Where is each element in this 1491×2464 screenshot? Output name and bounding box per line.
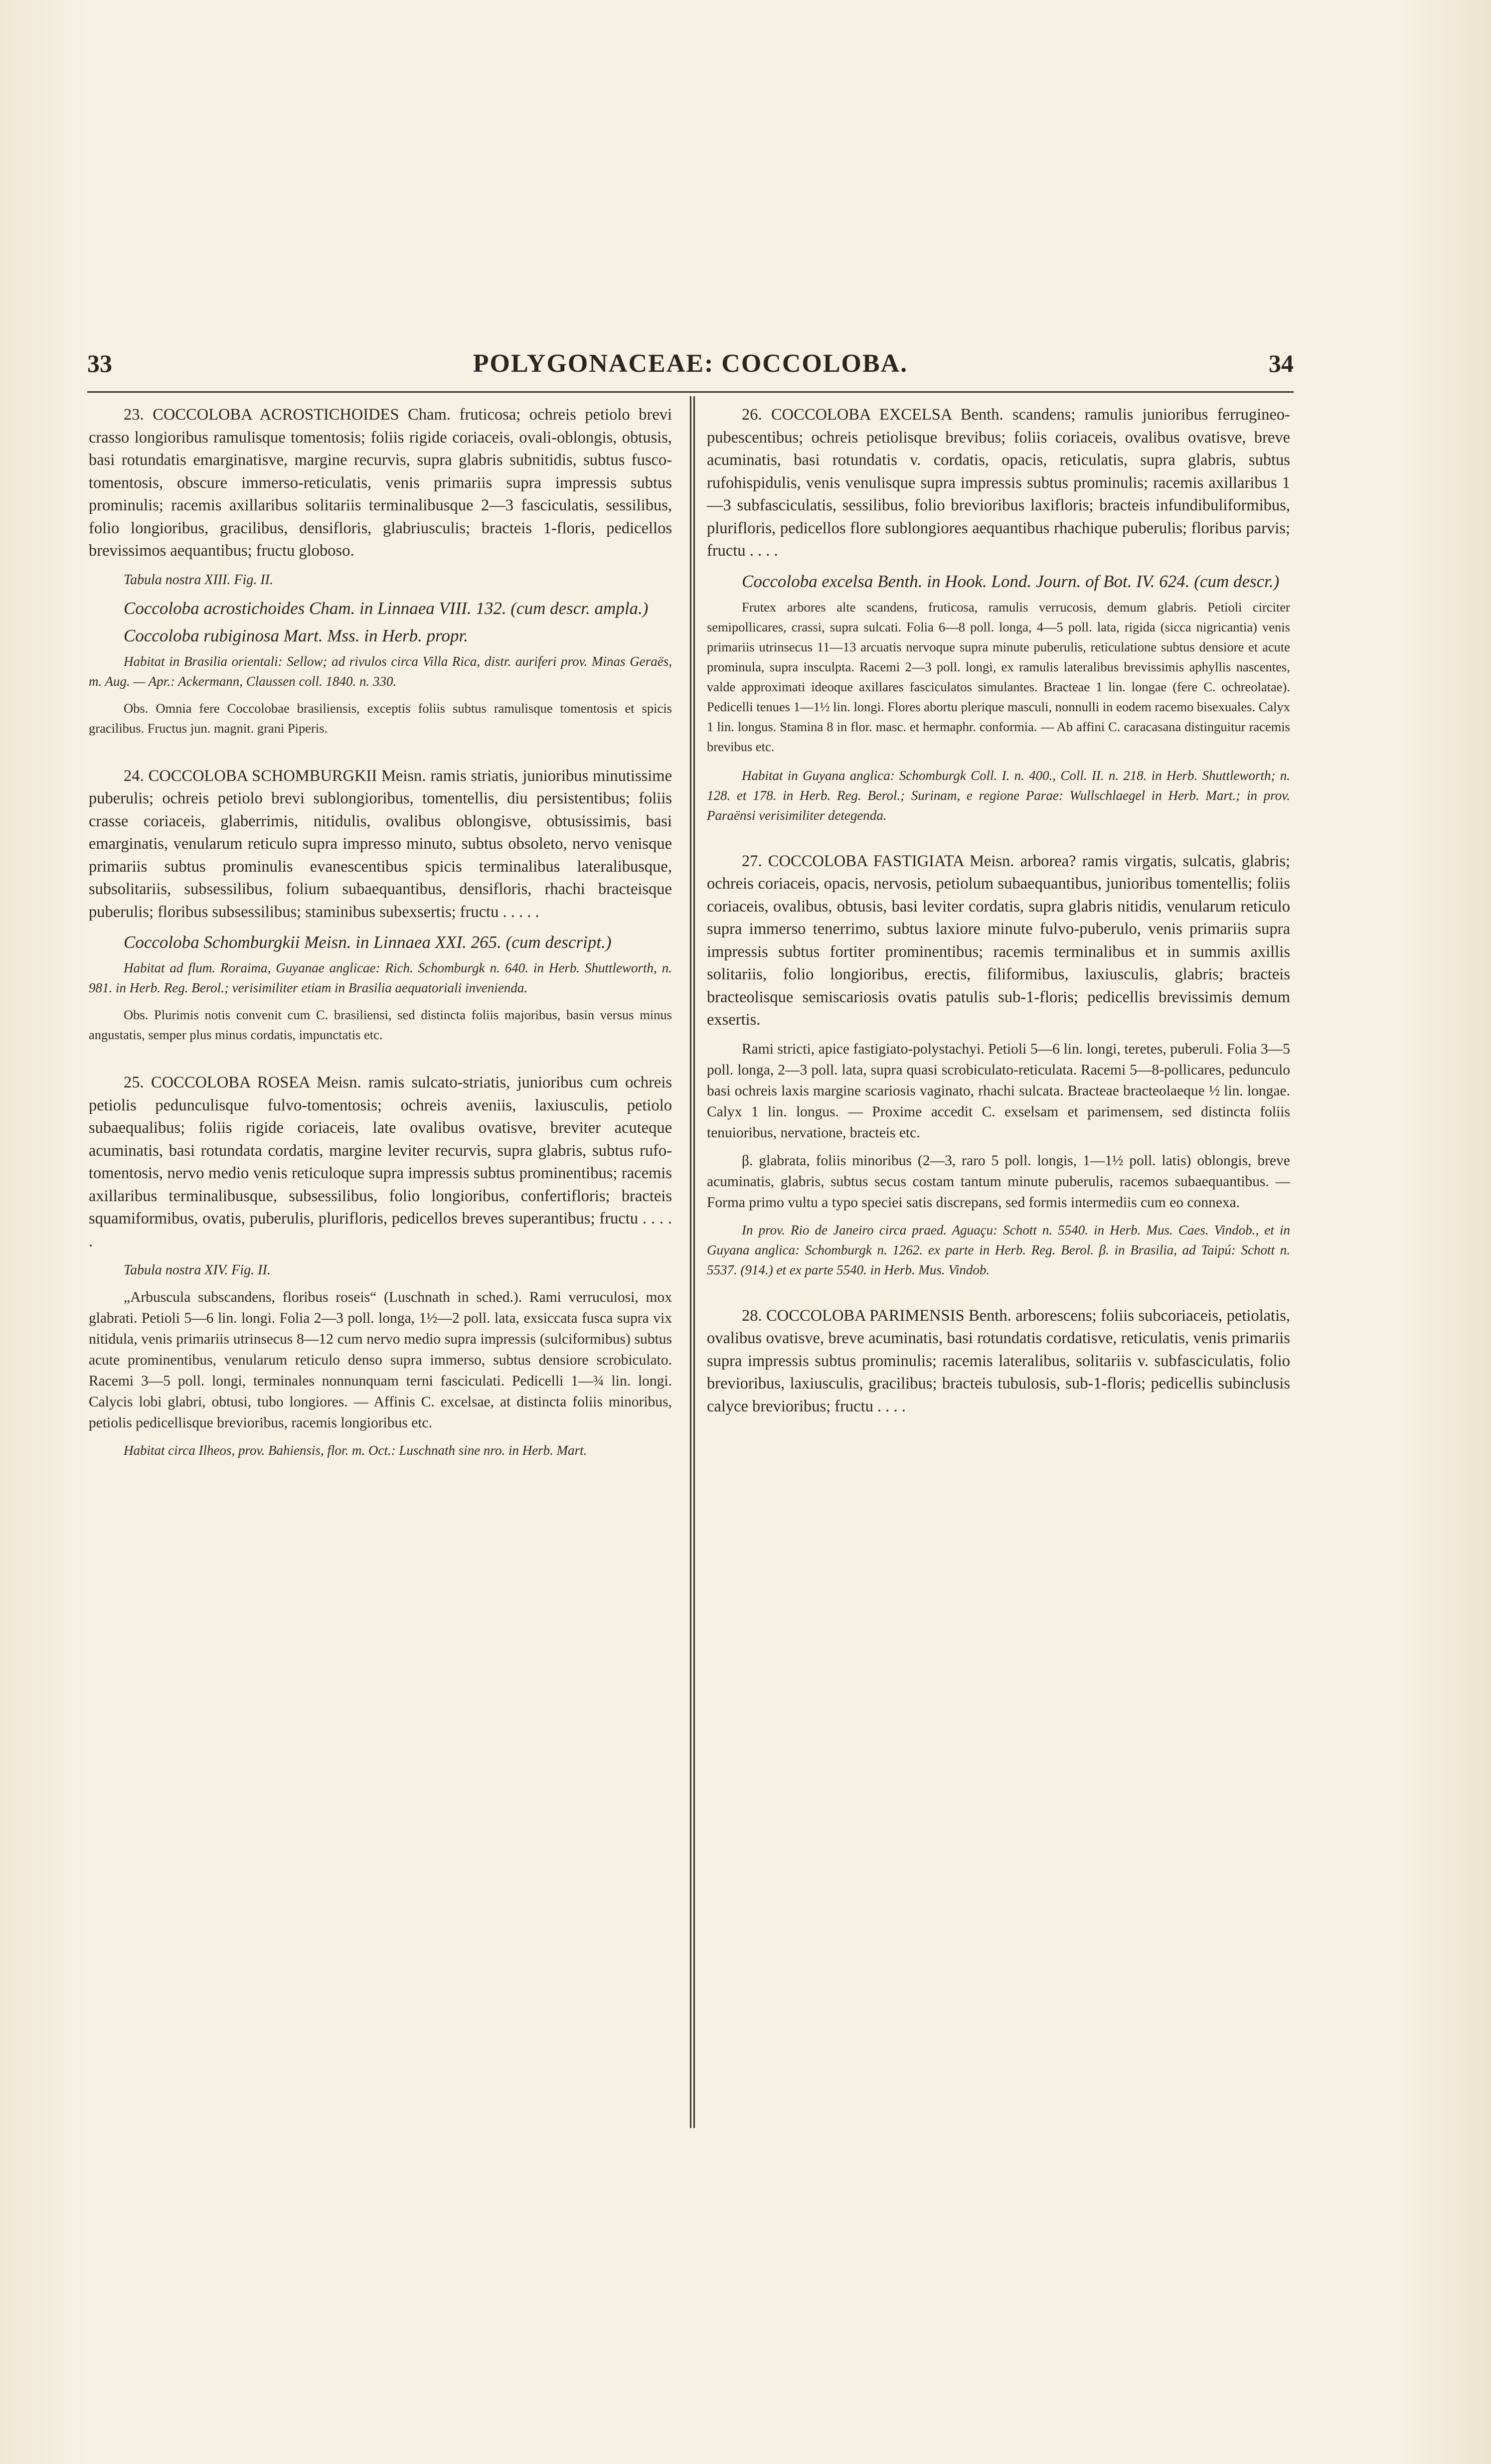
species-diagnosis: 23. COCCOLOBA ACROSTICHOIDES Cham. fruticosa; ochreis petiolo brevi crasso longioribus ramulisque tomentosis; foliis rigide coriaceis, ovali-oblongis, obtusis, basi rotundatis emarginatisve, margine recurvis, supra glabris subnitidis, subtus fusco-tomentosis, obscure immerso-reticulatis, venis primariis supra impressis subtus prominulis; racemis axillaribus solitariis terminalibusque 2—3 fasciculatis, sessilibus, folio longioribus, gracilibus, densifloris, glabriusculis; bracteis 1-floris, pedicellos brevissimos aequantibus; fructu globoso. xyxy=(89,406,672,560)
plate-reference: Tabula nostra XIV. Fig. II. xyxy=(124,1262,271,1278)
habitat-note: Habitat circa Ilheos, prov. Bahiensis, flor. m. Oct.: Luschnath sine nro. in Herb. Mart. xyxy=(124,1443,587,1458)
observation-note: Obs. Plurimis notis convenit cum C. brasiliensi, sed distincta foliis majoribus, basin versus minus angustatis, semper plus minus cordatis, impunctatis etc. xyxy=(89,1007,672,1042)
synonym-reference: Coccoloba rubiginosa Mart. Mss. in Herb. propr. xyxy=(124,625,468,645)
species-27 xyxy=(707,850,1290,1280)
right-page-number: 34 xyxy=(1269,349,1294,377)
species-diagnosis: 27. COCCOLOBA FASTIGIATA Meisn. arborea? ramis virgatis, sulcatis, glabris; ochreis coriaceis, opacis, nervosis, petiolum subaequantibus, junioribus tomentellis; foliis coriaceis, ovalibus, obtusis, basi leviter cordatis, supra glabris nitidis, venularum reticulo supra immerso tenerrimo, subtus laxiore minute fulvo-puberulo, venis primariis supra impressis subtus fortiter prominentibus; racemis terminalibus et in summis axillis solitariis, folio longioribus, erectis, filiformibus, laxiusculis, glabris; bracteis bracteolisque semiscariosis ovatis patulis sub-1-floris; pedicellis brevissimis demum exsertis. xyxy=(707,852,1290,1029)
habitat-note: Habitat in Brasilia orientali: Sellow; ad rivulos circa Villa Rica, distr. auriferi prov. Minas Geraës, m. Aug. — Apr.: Ackermann, Claussen coll. 1840. n. 330. xyxy=(89,653,672,689)
species-28 xyxy=(707,1305,1290,1418)
column-divider xyxy=(690,396,695,2128)
species-diagnosis: 24. COCCOLOBA SCHOMBURGKII Meisn. ramis striatis, junioribus minutissime puberulis; ochreis petiolo brevi sublongioribus, tomentellis, diu persistentibus; foliis crasse coriaceis, glaberrimis, nitidulis, ovalibus oblongisve, obtusissimis, basi emarginatis, venularum reticulo supra impresso minuto, subtus obsoleto, nervo venisque primariis subtus prominulis evanescentibus spicis terminalibus lateralibusque, subsolitariis, subsessilibus, folium subaequantibus, densifloris, rhachi bracteisque puberulis; floribus subsessilibus; staminibus subexsertis; fructu . . . . . xyxy=(89,767,672,921)
literature-reference: Coccoloba Schomburgkii Meisn. in Linnaea XXI. 265. (cum descript.) xyxy=(124,932,612,952)
species-diagnosis: 26. COCCOLOBA EXCELSA Benth. scandens; ramulis junioribus ferrugineo-pubescentibus; ochreis petiolisque brevibus; foliis coriaceis, ovalibus ovatisve, breve acuminatis, basi rotundatis v. cordatis, opacis, reticulatis, supra glabris, subtus rufohispidulis, venis venulisque supra impressis subtus prominulis; racemis axillaribus 1—3 subfasciculatis, sessilibus, folio brevioribus laxifloris; bracteis infundibuliformibus, plurifloris, pedicellos flore sublongiores aequantibus rhachique puberulis; floribus parvis; fructu . . . . xyxy=(707,406,1290,560)
species-25 xyxy=(89,1072,672,1460)
species-diagnosis: 28. COCCOLOBA PARIMENSIS Benth. arborescens; foliis subcoriaceis, petiolatis, ovalibus ovatisve, breve acuminatis, basi rotundatis cordatisve, reticulatis, venis primariis supra impressis subtus prominulis; racemis lateralibus, solitariis v. subfasciculatis, folio brevioribus, laxiusculis, gracilibus; bracteis tubulosis, sub-1-floris; pedicellis subinclusis calyce brevioribus; fructu . . . . xyxy=(707,1306,1290,1415)
right-column xyxy=(707,404,1290,1425)
section-gap xyxy=(89,1054,672,1072)
left-column xyxy=(89,404,672,1467)
species-description: „Arbuscula subscandens, floribus roseis“ (Luschnath in sched.). Rami verruculosi, mox glabrati. Petioli 5—6 lin. longi. Folia 2—3 poll. longa, 1½—2 poll. lata, exsiccata fusca supra vix nitidula, venis primariis utrinsecus 8—12 cum nervo medio supra impressis (sulciformibus) subtus acute prominentibus, venularum reticulo denso supra immerso, subtus densiore scrobiculato. Racemi 3—5 poll. longi, terminales nonnunquam terni fasciculati. Pedicelli 1—¾ lin. longi. Calycis lobi glabri, obtusi, tubo longiores. — Affinis C. excelsae, at distincta foliis minoribus, petiolis pedicellisque brevioribus, racemis longioribus etc. xyxy=(89,1289,672,1431)
species-description: Rami stricti, apice fastigiato-polystachyi. Petioli 5—6 lin. longi, teretes, puberuli. Folia 3—5 poll. longa, 2—3 poll. lata, supra quasi scrobiculato-reticulata. Racemi 5—8-pollicares, pedunculo basi ochreis laxis margine scariosis vaginato, rhachi sulcata. Bracteae bracteolaeque ½ lin. longae. Calyx 1 lin. longus. — Proxime accedit C. exselsam et parimensem, sed distincta foliis tenuioribus, nervatione, bracteis etc. xyxy=(707,1041,1290,1141)
habitat-note: Habitat ad flum. Roraima, Guyanae anglicae: Rich. Schomburgk n. 640. in Herb. Shuttleworth, n. 981. in Herb. Reg. Berol.; verisimiliter etiam in Brasilia aequatoriali invenienda. xyxy=(89,960,672,995)
plate-reference: Tabula nostra XIII. Fig. II. xyxy=(124,572,273,588)
header-rule xyxy=(87,391,1294,393)
species-26 xyxy=(707,404,1290,825)
species-23 xyxy=(89,404,672,738)
section-gap xyxy=(89,747,672,765)
running-title: POLYGONACEAE: COCCOLOBA. xyxy=(473,349,908,378)
habitat-note: Habitat in Guyana anglica: Schomburgk Coll. I. n. 400., Coll. II. n. 218. in Herb. Shuttleworth; n. 128. et 178. in Herb. Reg. Berol.; Surinam, e regione Parae: Wullschlaegel in Herb. Mart.; in prov. Paraënsi verisimiliter detegenda. xyxy=(707,768,1290,823)
species-diagnosis: 25. COCCOLOBA ROSEA Meisn. ramis sulcato-striatis, junioribus cum ochreis petiolis pedunculisque fulvo-tomentosis; ochreis aveniis, laxiusculis, petiolo subaequalibus; foliis rigide coriaceis, late ovalibus ovatisve, breviter acuteque acuminatis, basi rotundata cordatis, margine leviter recurvis, supra glabris, subtus rufo-tomentosis, nervo medio venis reticuloque supra impressis subtus prominentibus; racemis axillaribus terminalibusque, subsessilibus, folio longioribus, confertifloris; bracteis squamiformibus, ovatis, puberulis, plurifloris, pedicellos breves superantibus; fructu . . . . . xyxy=(89,1074,672,1250)
section-gap xyxy=(707,832,1290,850)
species-description: Frutex arbores alte scandens, fruticosa, ramulis verrucosis, demum glabris. Petioli circiter semipollicares, crassi, supra sulcati. Folia 6—8 poll. longa, 4—5 poll. lata, rigida (sicca nigricantia) venis primariis utrinsecus 11—13 arcuatis nervoque supra minute puberulis, reticulatione subtus densiore et acute prominula, supra insculpta. Racemi 2—3 poll. longi, ex ramulis lateralibus brevissimis aphyllis nascentes, valde approximati ideoque axillares fasciculatos simulantes. Bracteae 1 lin. longae (fere C. ochreolatae). Pedicelli tenues 1—1½ lin. longi. Flores abortu plerique masculi, nonnulli in eodem racemo bisexuales. Calyx 1 lin. longus. Stamina 8 in flor. masc. et hermaphr. conformia. — Ab affini C. caracasana distinguitur racemis brevibus etc. xyxy=(707,599,1290,754)
observation-note: Obs. Omnia fere Coccolobae brasiliensis, exceptis foliis subtus ramulisque tomentosis et spicis gracilibus. Fructus jun. magnit. grani Piperis. xyxy=(89,700,672,736)
variety-beta: β. glabrata, foliis minoribus (2—3, raro 5 poll. longis, 1—1½ poll. latis) oblongis, breve acuminatis, glabris, subtus secus costam tantum minute puberulis, racemos subaequantibus. — Forma primo vultu a typo speciei satis discrepans, sed formis intermediis cum eo connexa. xyxy=(707,1152,1290,1211)
literature-reference: Coccoloba excelsa Benth. in Hook. Lond. Journ. of Bot. IV. 624. (cum descr.) xyxy=(742,571,1280,591)
left-page-number: 33 xyxy=(87,349,112,377)
literature-reference: Coccoloba acrostichoides Cham. in Linnaea VIII. 132. (cum descr. ampla.) xyxy=(124,598,649,618)
species-24 xyxy=(89,765,672,1045)
page-header xyxy=(87,349,1294,389)
habitat-note: In prov. Rio de Janeiro circa praed. Aguaçu: Schott n. 5540. in Herb. Mus. Caes. Vindob., et in Guyana anglica: Schomburgk n. 1262. ex parte in Herb. Reg. Berol. β. in Brasilia, ad Taipú: Schott n. 5537. (914.) et ex parte 5540. in Herb. Mus. Vindob. xyxy=(707,1222,1290,1277)
section-gap xyxy=(707,1287,1290,1305)
